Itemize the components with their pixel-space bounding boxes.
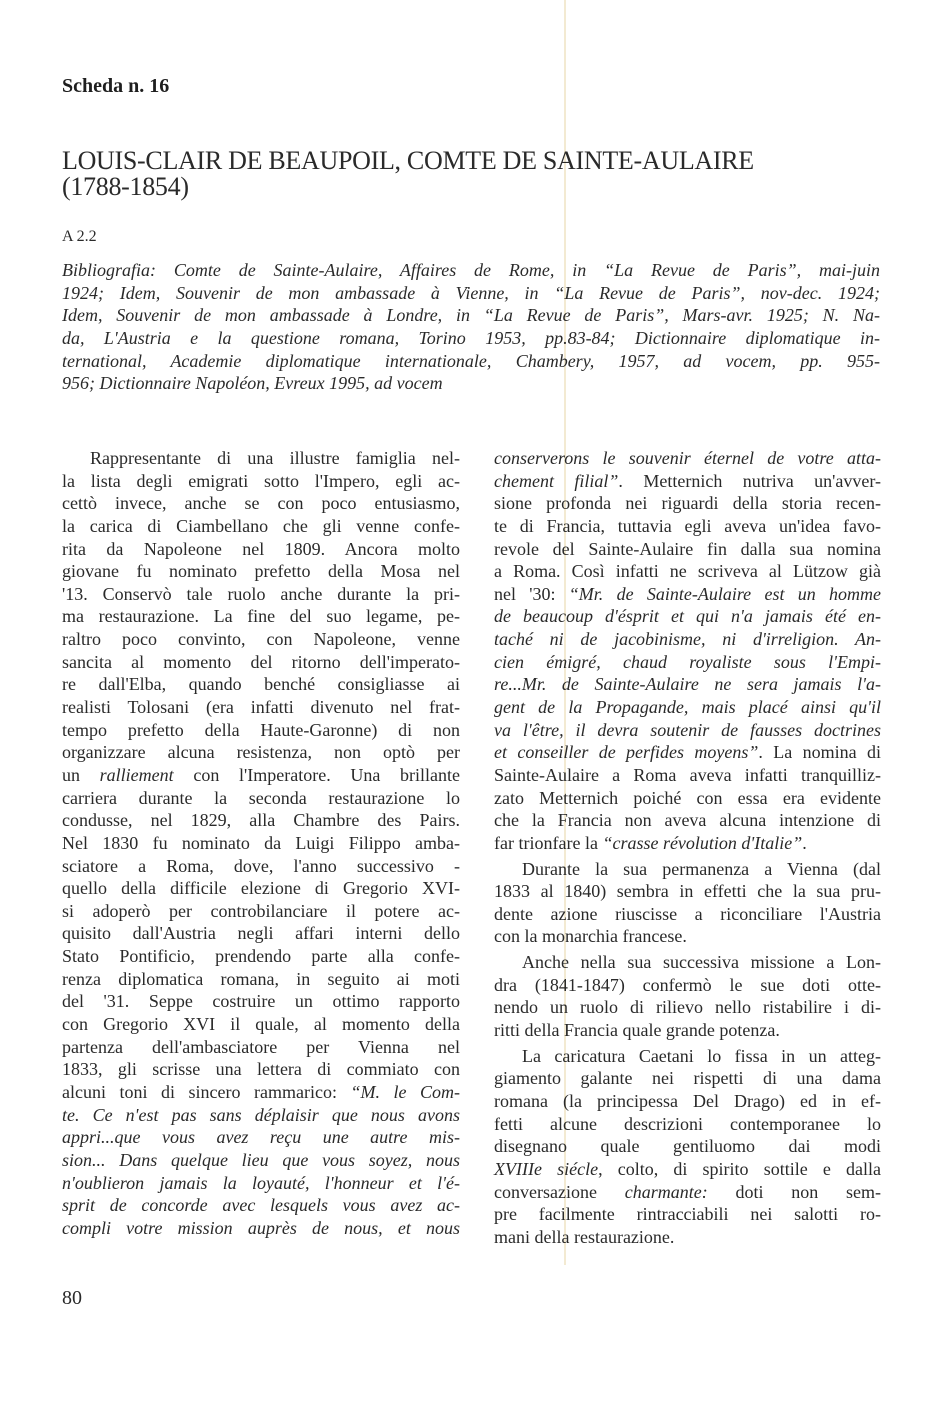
text-line xyxy=(62,968,460,991)
text-line xyxy=(62,1217,460,1240)
italic-quote-text: re...Mr. de Sainte-Aulaire ne sera jamais l'a- xyxy=(494,674,881,695)
text-line xyxy=(494,951,881,974)
italic-quote-text: chement filial” xyxy=(494,470,619,491)
text-line xyxy=(494,470,881,493)
text-line xyxy=(494,996,881,1019)
italic-quote-text: taché ni de jacobinisme, ni d'irreligion. An- xyxy=(494,629,881,650)
italic-quote-text: gent de la Propagande, mais placé ainsi qu'il xyxy=(494,697,881,718)
body-text: Anche nella sua successiva missione a Lon- xyxy=(522,952,881,973)
text-line xyxy=(62,492,460,515)
body-text: giovane fu nominato prefetto della Mosa nel xyxy=(62,561,460,582)
body-text: revole del Sainte-Aulaire fin dalla sua nomina xyxy=(494,538,881,559)
body-text: condusse, nel 1829, alla Chambre des Pairs. xyxy=(62,810,460,831)
body-text: nel '30: xyxy=(494,583,569,604)
title-dates: (1788-1854) xyxy=(62,172,189,201)
text-line xyxy=(494,1113,881,1136)
text-line xyxy=(494,764,881,787)
body-text: fetti alcune descrizioni contemporanee lo xyxy=(494,1113,881,1134)
bibliography-line: ternational, Academie diplomatique internationale, Chambery, 1957, ad vocem, pp. 955- xyxy=(62,350,880,371)
text-line xyxy=(62,1126,460,1149)
text-line xyxy=(494,1181,881,1204)
body-text: La caricatura Caetani lo fissa in un atteg- xyxy=(522,1045,881,1066)
text-line xyxy=(62,1013,460,1036)
italic-quote-text: conserverons le souvenir éternel de votre atta- xyxy=(494,448,881,468)
text-line xyxy=(62,1081,460,1104)
bibliography-line: Idem, Souvenir de mon ambassade à Londre, in “La Revue de Paris”, Mars-avr. 1925; N. Na- xyxy=(62,305,880,326)
title-name: LOUIS-CLAIR DE BEAUPOIL, COMTE DE SAINTE-AULAIRE xyxy=(62,146,754,175)
body-column-right xyxy=(494,447,881,1248)
italic-quote-text: sprit de concorde avec lesquels vous avez ac- xyxy=(62,1195,460,1216)
body-text: con l'Imperatore. Una brillante xyxy=(173,764,460,785)
text-line xyxy=(494,560,881,583)
body-column-left xyxy=(62,447,460,1239)
body-text: Sainte-Aulaire a Roma aveva infatti tranquilliz- xyxy=(494,764,881,785)
body-text: organizzare alcuna resistenza, non optò per xyxy=(62,742,460,763)
body-text: sione profonda nei riguardi della storia recen- xyxy=(494,493,881,514)
italic-quote-text: sion... Dans quelque lieu que vous soyez, nous xyxy=(62,1149,460,1170)
italic-quote-text: XVIIIe siécle xyxy=(494,1158,599,1179)
italic-quote-text: de beaucoup d'ésprit et qui n'a jamais été en- xyxy=(494,606,881,627)
body-text: romana (la principessa Del Drago) ed in ef- xyxy=(494,1090,881,1111)
body-text: quisito dall'Austria negli affari interni dello xyxy=(62,923,460,944)
body-text: . xyxy=(802,832,807,853)
text-line xyxy=(494,1203,881,1226)
text-line xyxy=(62,945,460,968)
italic-quote-text: cien émigré, chaud royaliste sous l'Empi- xyxy=(494,651,881,672)
body-text: te di Francia, tuttavia egli aveva un'idea favo- xyxy=(494,515,881,536)
text-line xyxy=(494,1019,881,1042)
body-text: la carica di Ciambellano che gli venne confe- xyxy=(62,515,460,536)
body-text: nendo un ruolo di rilievo nello ristabilire i di- xyxy=(494,997,881,1018)
text-line xyxy=(62,447,460,470)
body-text: cettò invece, anche se con poco entusiasmo, xyxy=(62,493,460,514)
text-line xyxy=(494,787,881,810)
text-line xyxy=(494,903,881,926)
body-text: a Roma. Così infatti ne scriveva al Lützow già xyxy=(494,561,881,582)
text-line xyxy=(494,651,881,674)
text-line xyxy=(494,1045,881,1068)
text-line xyxy=(494,741,881,764)
italic-quote-text: n'oublieron jamais la loyauté, l'honneur et l'é- xyxy=(62,1172,460,1193)
text-line xyxy=(62,1058,460,1081)
text-line xyxy=(62,673,460,696)
body-text: Durante la sua permanenza a Vienna (dal xyxy=(522,858,881,879)
body-text: renza diplomatica romana, in seguito ai moti xyxy=(62,968,460,989)
text-line xyxy=(494,880,881,903)
text-line xyxy=(62,583,460,606)
body-text: ma restaurazione. La fine del suo legame, pe- xyxy=(62,606,460,627)
body-text: un xyxy=(62,764,100,785)
text-line xyxy=(62,696,460,719)
italic-quote-text: “M. le Com- xyxy=(350,1081,461,1102)
body-text: mani della restaurazione. xyxy=(494,1226,675,1247)
body-text: zato Metternich poiché con essa era evidente xyxy=(494,787,881,808)
text-line xyxy=(62,628,460,651)
body-text: con Gregorio XVI il quale, al momento della xyxy=(62,1014,460,1035)
body-text: sancita al momento del ritorno dell'imperato- xyxy=(62,651,460,672)
text-line xyxy=(494,1158,881,1181)
text-line xyxy=(62,651,460,674)
text-line xyxy=(494,447,881,470)
body-text: dente azione riuscisse a riconciliare l'Austria xyxy=(494,903,881,924)
text-line xyxy=(494,809,881,832)
record-number: Scheda n. 16 xyxy=(62,75,170,97)
text-line xyxy=(62,1104,460,1127)
text-line xyxy=(494,538,881,561)
body-text: del '31. Seppe costruire un ottimo rapporto xyxy=(62,991,460,1012)
text-line xyxy=(494,492,881,515)
bibliography-line: Bibliografia: Comte de Sainte-Aulaire, Affaires de Rome, in “La Revue de Paris”, mai-juin xyxy=(62,260,880,280)
text-line xyxy=(494,673,881,696)
text-line xyxy=(62,832,460,855)
bibliography xyxy=(62,259,880,395)
body-text: tempo prefetto della Haute-Garonne) di non xyxy=(62,719,460,740)
text-line xyxy=(62,1036,460,1059)
body-text: Stato Pontificio, prendendo parte alla confe- xyxy=(62,946,460,967)
text-line xyxy=(62,922,460,945)
body-text: disegnano quale gentiluomo dai modi xyxy=(494,1136,881,1157)
text-line xyxy=(62,990,460,1013)
body-text: , colto, di spirito sottile e dalla xyxy=(598,1158,881,1179)
text-line xyxy=(494,719,881,742)
text-line xyxy=(494,925,881,948)
body-text: pre facilmente rintracciabili nei salotti ro- xyxy=(494,1204,881,1225)
body-text: la lista degli emigrati sotto l'Impero, egli ac- xyxy=(62,470,460,491)
body-text: re dall'Elba, quando benché consigliasse ai xyxy=(62,674,460,695)
body-text: conversazione xyxy=(494,1181,625,1202)
bibliography-line: 956; Dictionnaire Napoléon, Evreux 1995, ad vocem xyxy=(62,373,443,394)
text-line xyxy=(62,605,460,628)
page-title xyxy=(62,148,754,200)
body-text: partenza dell'ambasciatore per Vienna nel xyxy=(62,1036,460,1057)
text-line xyxy=(62,1172,460,1195)
body-text: 1833, gli scrisse una lettera di commiato con xyxy=(62,1059,460,1080)
body-text: con la monarchia francese. xyxy=(494,926,687,947)
body-text: far trionfare la xyxy=(494,832,603,853)
text-line xyxy=(62,741,460,764)
body-text: si adoperò per controbilanciare il potere ac- xyxy=(62,900,460,921)
text-line xyxy=(62,719,460,742)
body-text: carriera durante la seconda restaurazione lo xyxy=(62,787,460,808)
text-line xyxy=(62,787,460,810)
body-text: . Metternich nutriva un'avver- xyxy=(618,470,882,491)
italic-quote-text: “Mr. de Sainte-Aulaire est un homme xyxy=(568,583,881,604)
body-text: . La nomina di xyxy=(758,742,881,763)
text-line xyxy=(494,832,881,855)
body-text: dra (1841-1847) confermò le sue doti otte- xyxy=(494,974,881,995)
text-line xyxy=(62,560,460,583)
text-line xyxy=(494,605,881,628)
text-line xyxy=(494,974,881,997)
body-text: alcuni toni di sincero rammarico: xyxy=(62,1081,351,1102)
text-line xyxy=(494,858,881,881)
body-text: rita da Napoleone nel 1809. Ancora molto xyxy=(62,538,460,559)
italic-quote-text: va l'être, il devra soutenir de fausses doctrines xyxy=(494,719,881,740)
italic-quote-text: et conseiller de perfides moyens” xyxy=(494,742,759,763)
text-line xyxy=(62,900,460,923)
body-text: che la Francia non aveva alcuna intenzione di xyxy=(494,810,881,831)
body-text: Nel 1830 fu nominato da Luigi Filippo amba- xyxy=(62,832,460,853)
text-line xyxy=(62,1194,460,1217)
body-text: ritti della Francia quale grande potenza. xyxy=(494,1020,780,1041)
text-line xyxy=(494,515,881,538)
text-line xyxy=(62,470,460,493)
text-line xyxy=(494,696,881,719)
text-line xyxy=(494,1067,881,1090)
italic-quote-text: appri...que vous avez reçu une autre mis- xyxy=(62,1127,460,1148)
text-line xyxy=(62,764,460,787)
body-text: sciatore a Roma, dove, l'anno successivo - xyxy=(62,855,460,876)
italic-quote-text: charmante: xyxy=(624,1181,708,1202)
italic-quote-text: compli votre mission auprès de nous, et nous xyxy=(62,1217,460,1238)
body-text: realisti Tolosani (era infatti divenuto nel frat- xyxy=(62,697,460,718)
bibliography-line: da, L'Austria e la questione romana, Torino 1953, pp.83-84; Dictionnaire diplomatique in- xyxy=(62,327,880,348)
text-line xyxy=(62,809,460,832)
text-line xyxy=(62,538,460,561)
italic-quote-text: “crasse révolution d'Italie” xyxy=(602,832,803,853)
italic-quote-text: te. Ce n'est pas sans déplaisir que nous avons xyxy=(62,1104,460,1125)
body-text: giamento galante nei rispetti di una dama xyxy=(494,1068,881,1089)
text-line xyxy=(62,877,460,900)
text-line xyxy=(494,583,881,606)
body-text: doti non sem- xyxy=(707,1181,881,1202)
text-line xyxy=(494,1135,881,1158)
text-line xyxy=(62,1149,460,1172)
body-text: 1833 al 1840) sembra in effetti che la sua pru- xyxy=(494,881,881,902)
text-line xyxy=(62,855,460,878)
bibliography-line: 1924; Idem, Souvenir de mon ambassade à Vienne, in “La Revue de Paris”, nov-dec. 1924; xyxy=(62,282,880,303)
italic-quote-text: ralliement xyxy=(99,764,174,785)
text-line xyxy=(494,1090,881,1113)
text-line xyxy=(494,1226,881,1249)
text-line xyxy=(62,515,460,538)
body-text: '13. Conservò tale ruolo anche durante la pri- xyxy=(62,583,460,604)
body-text: quello della difficile elezione di Gregorio XVI- xyxy=(62,878,460,899)
catalog-code: A 2.2 xyxy=(62,228,97,245)
body-text: raltro poco convinto, con Napoleone, venne xyxy=(62,629,460,650)
body-text: Rappresentante di una illustre famiglia nel- xyxy=(90,448,460,468)
page-number: 80 xyxy=(62,1287,82,1309)
text-line xyxy=(494,628,881,651)
